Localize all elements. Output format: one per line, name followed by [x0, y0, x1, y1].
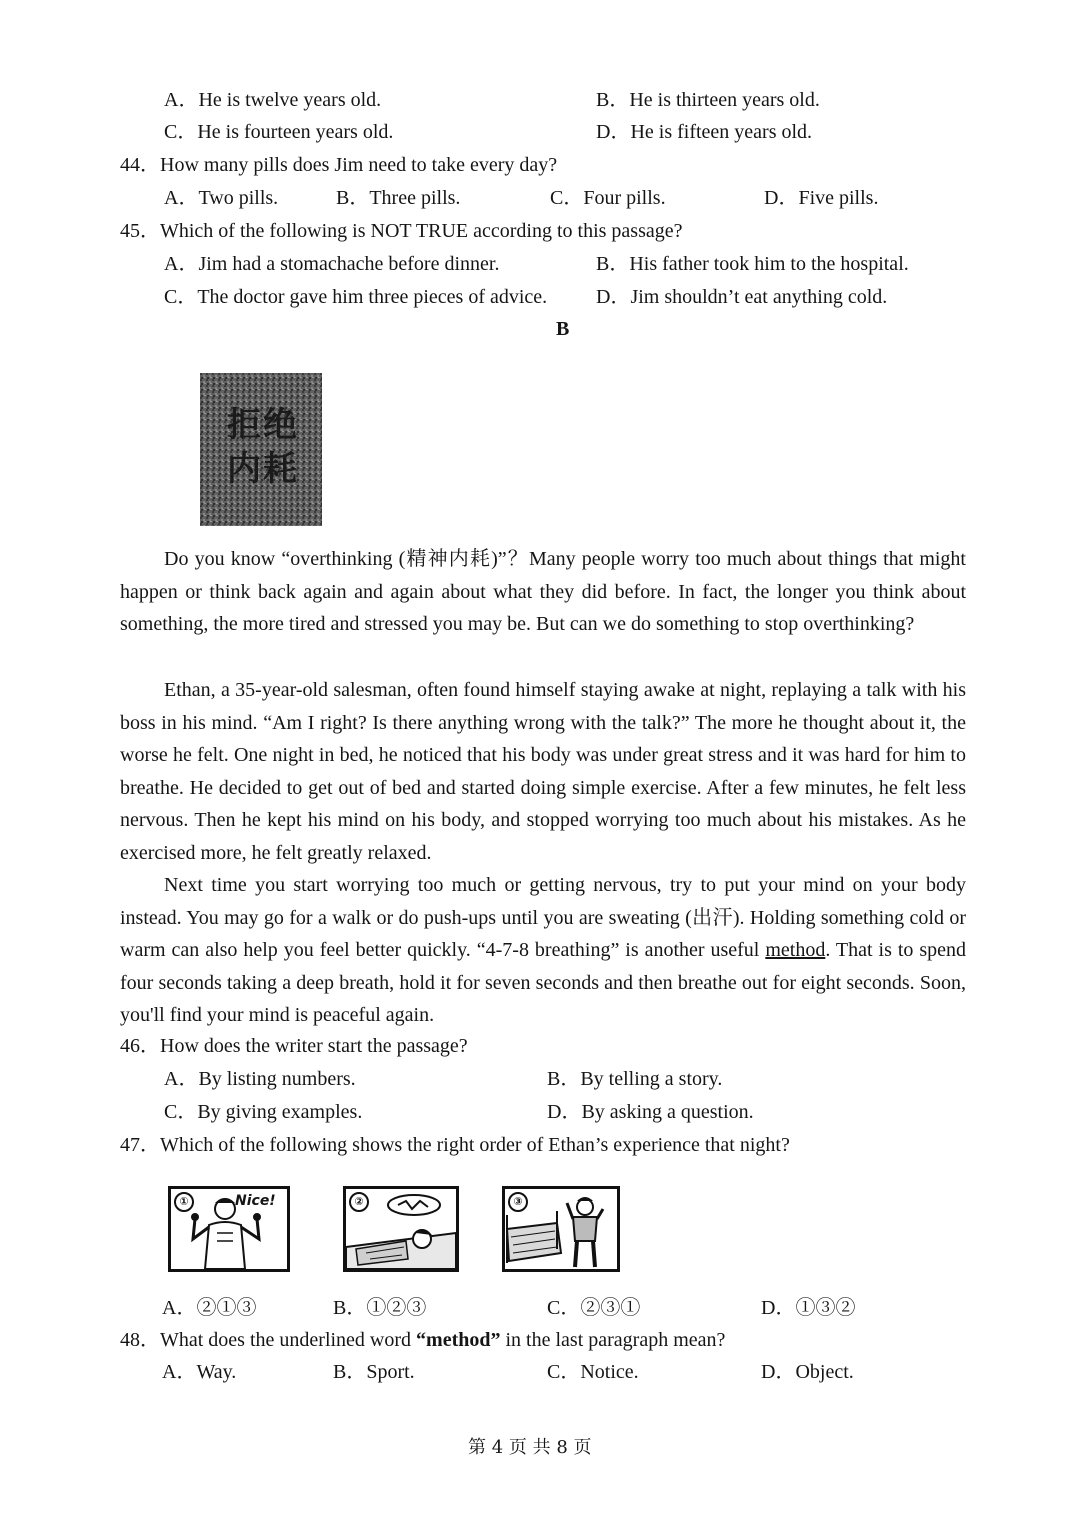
- passage-image: [200, 373, 322, 526]
- picture-3-number: ③: [508, 1192, 528, 1212]
- q44-option-d: D．Five pills.: [764, 187, 879, 209]
- q47-stem: 47．Which of the following shows the right order of Ethan’s experience that night?: [120, 1134, 790, 1156]
- q44-stem: 44．How many pills does Jim need to take every day?: [120, 154, 558, 176]
- q48-option-b: B．Sport.: [333, 1361, 415, 1383]
- q46-option-a: A．By listing numbers.: [164, 1068, 356, 1090]
- p3-text-end: . That is to spend four seconds taking a deep breath, hold it for seven seconds and then breathe out for eight seconds. Soon, you'll find your mind is peaceful again.: [120, 939, 966, 1027]
- page-footer: 第 4 页 共 8 页: [468, 1437, 592, 1458]
- q45-option-a: A．Jim had a stomachache before dinner.: [164, 253, 500, 275]
- q48-stem: [120, 1328, 725, 1352]
- q47-picture-1: [168, 1186, 290, 1272]
- q48-stem-pre: 48．What does the underlined word: [120, 1329, 417, 1351]
- q44-option-b: B．Three pills.: [336, 187, 461, 209]
- q45-option-d: D．Jim shouldn’t eat anything cold.: [596, 286, 888, 308]
- underlined-word-method: method: [765, 939, 826, 962]
- passage-image-text: 拒绝 内耗: [227, 405, 299, 489]
- q48-option-a: A．Way.: [162, 1361, 237, 1383]
- q48-stem-post: in the last paragraph mean?: [500, 1329, 726, 1351]
- q43-option-c: C．He is fourteen years old.: [164, 121, 394, 143]
- picture-1-caption: Nice!: [235, 1193, 276, 1209]
- passage-paragraph-3: [120, 869, 966, 1032]
- q47-option-a: A．②①③: [162, 1297, 257, 1319]
- section-b-heading: B: [556, 318, 570, 340]
- passage-paragraph-2: Ethan, a 35-year-old salesman, often found himself staying awake at night, replaying a talk with his boss in his mind. “Am I right? Is there anything wrong with the talk?” The more he thought about it, the worse he felt. One night in bed, he noticed that his body was under great stress and it was hard for him to breathe. He decided to get out of bed and started doing simple exercise. After a few minutes, he felt less nervous. Then he kept his mind on his body, and stopped worrying too much about his mistakes. As he exercised more, he felt greatly relaxed.: [120, 679, 966, 864]
- q48-option-d: D．Object.: [761, 1361, 854, 1383]
- q47-option-d: D．①③②: [761, 1297, 856, 1319]
- q46-stem: 46．How does the writer start the passage?: [120, 1035, 468, 1057]
- picture-2-number: ②: [349, 1192, 369, 1212]
- q46-option-c: C．By giving examples.: [164, 1101, 363, 1123]
- q43-option-b: B．He is thirteen years old.: [596, 89, 820, 111]
- q48-stem-word: “method”: [416, 1329, 501, 1351]
- q47-picture-2: [343, 1186, 459, 1272]
- picture-1-number: ①: [174, 1192, 194, 1212]
- q46-option-b: B．By telling a story.: [547, 1068, 723, 1090]
- passage-paragraph-1: Do you know “overthinking (精神内耗)”？Many people worry too much about things that might happen or think back again and again about what they did before. In fact, the longer you think about something, the more tired and stressed you may be. But can we do something to stop overthinking?: [120, 548, 966, 636]
- q46-option-d: D．By asking a question.: [547, 1101, 754, 1123]
- q47-picture-3: [502, 1186, 620, 1272]
- q44-option-c: C．Four pills.: [550, 187, 666, 209]
- q45-option-c: C．The doctor gave him three pieces of advice.: [164, 286, 548, 308]
- q43-option-a: A．He is twelve years old.: [164, 89, 382, 111]
- p3-text-start: Next time you start worrying too much or getting nervous, try to put your mind on your body instead. You may go for a walk or do push-ups until you are sweating (出汗). Holding something cold or warm can also help you feel better quickly. “4-7-8 breathing” is another useful: [120, 874, 966, 962]
- q44-option-a: A．Two pills.: [164, 187, 279, 209]
- q47-option-c: C．②③①: [547, 1297, 641, 1319]
- q45-stem: 45．Which of the following is NOT TRUE according to this passage?: [120, 220, 683, 242]
- q47-option-b: B．①②③: [333, 1297, 427, 1319]
- q48-option-c: C．Notice.: [547, 1361, 639, 1383]
- q45-option-b: B．His father took him to the hospital.: [596, 253, 909, 275]
- q43-option-d: D．He is fifteen years old.: [596, 121, 813, 143]
